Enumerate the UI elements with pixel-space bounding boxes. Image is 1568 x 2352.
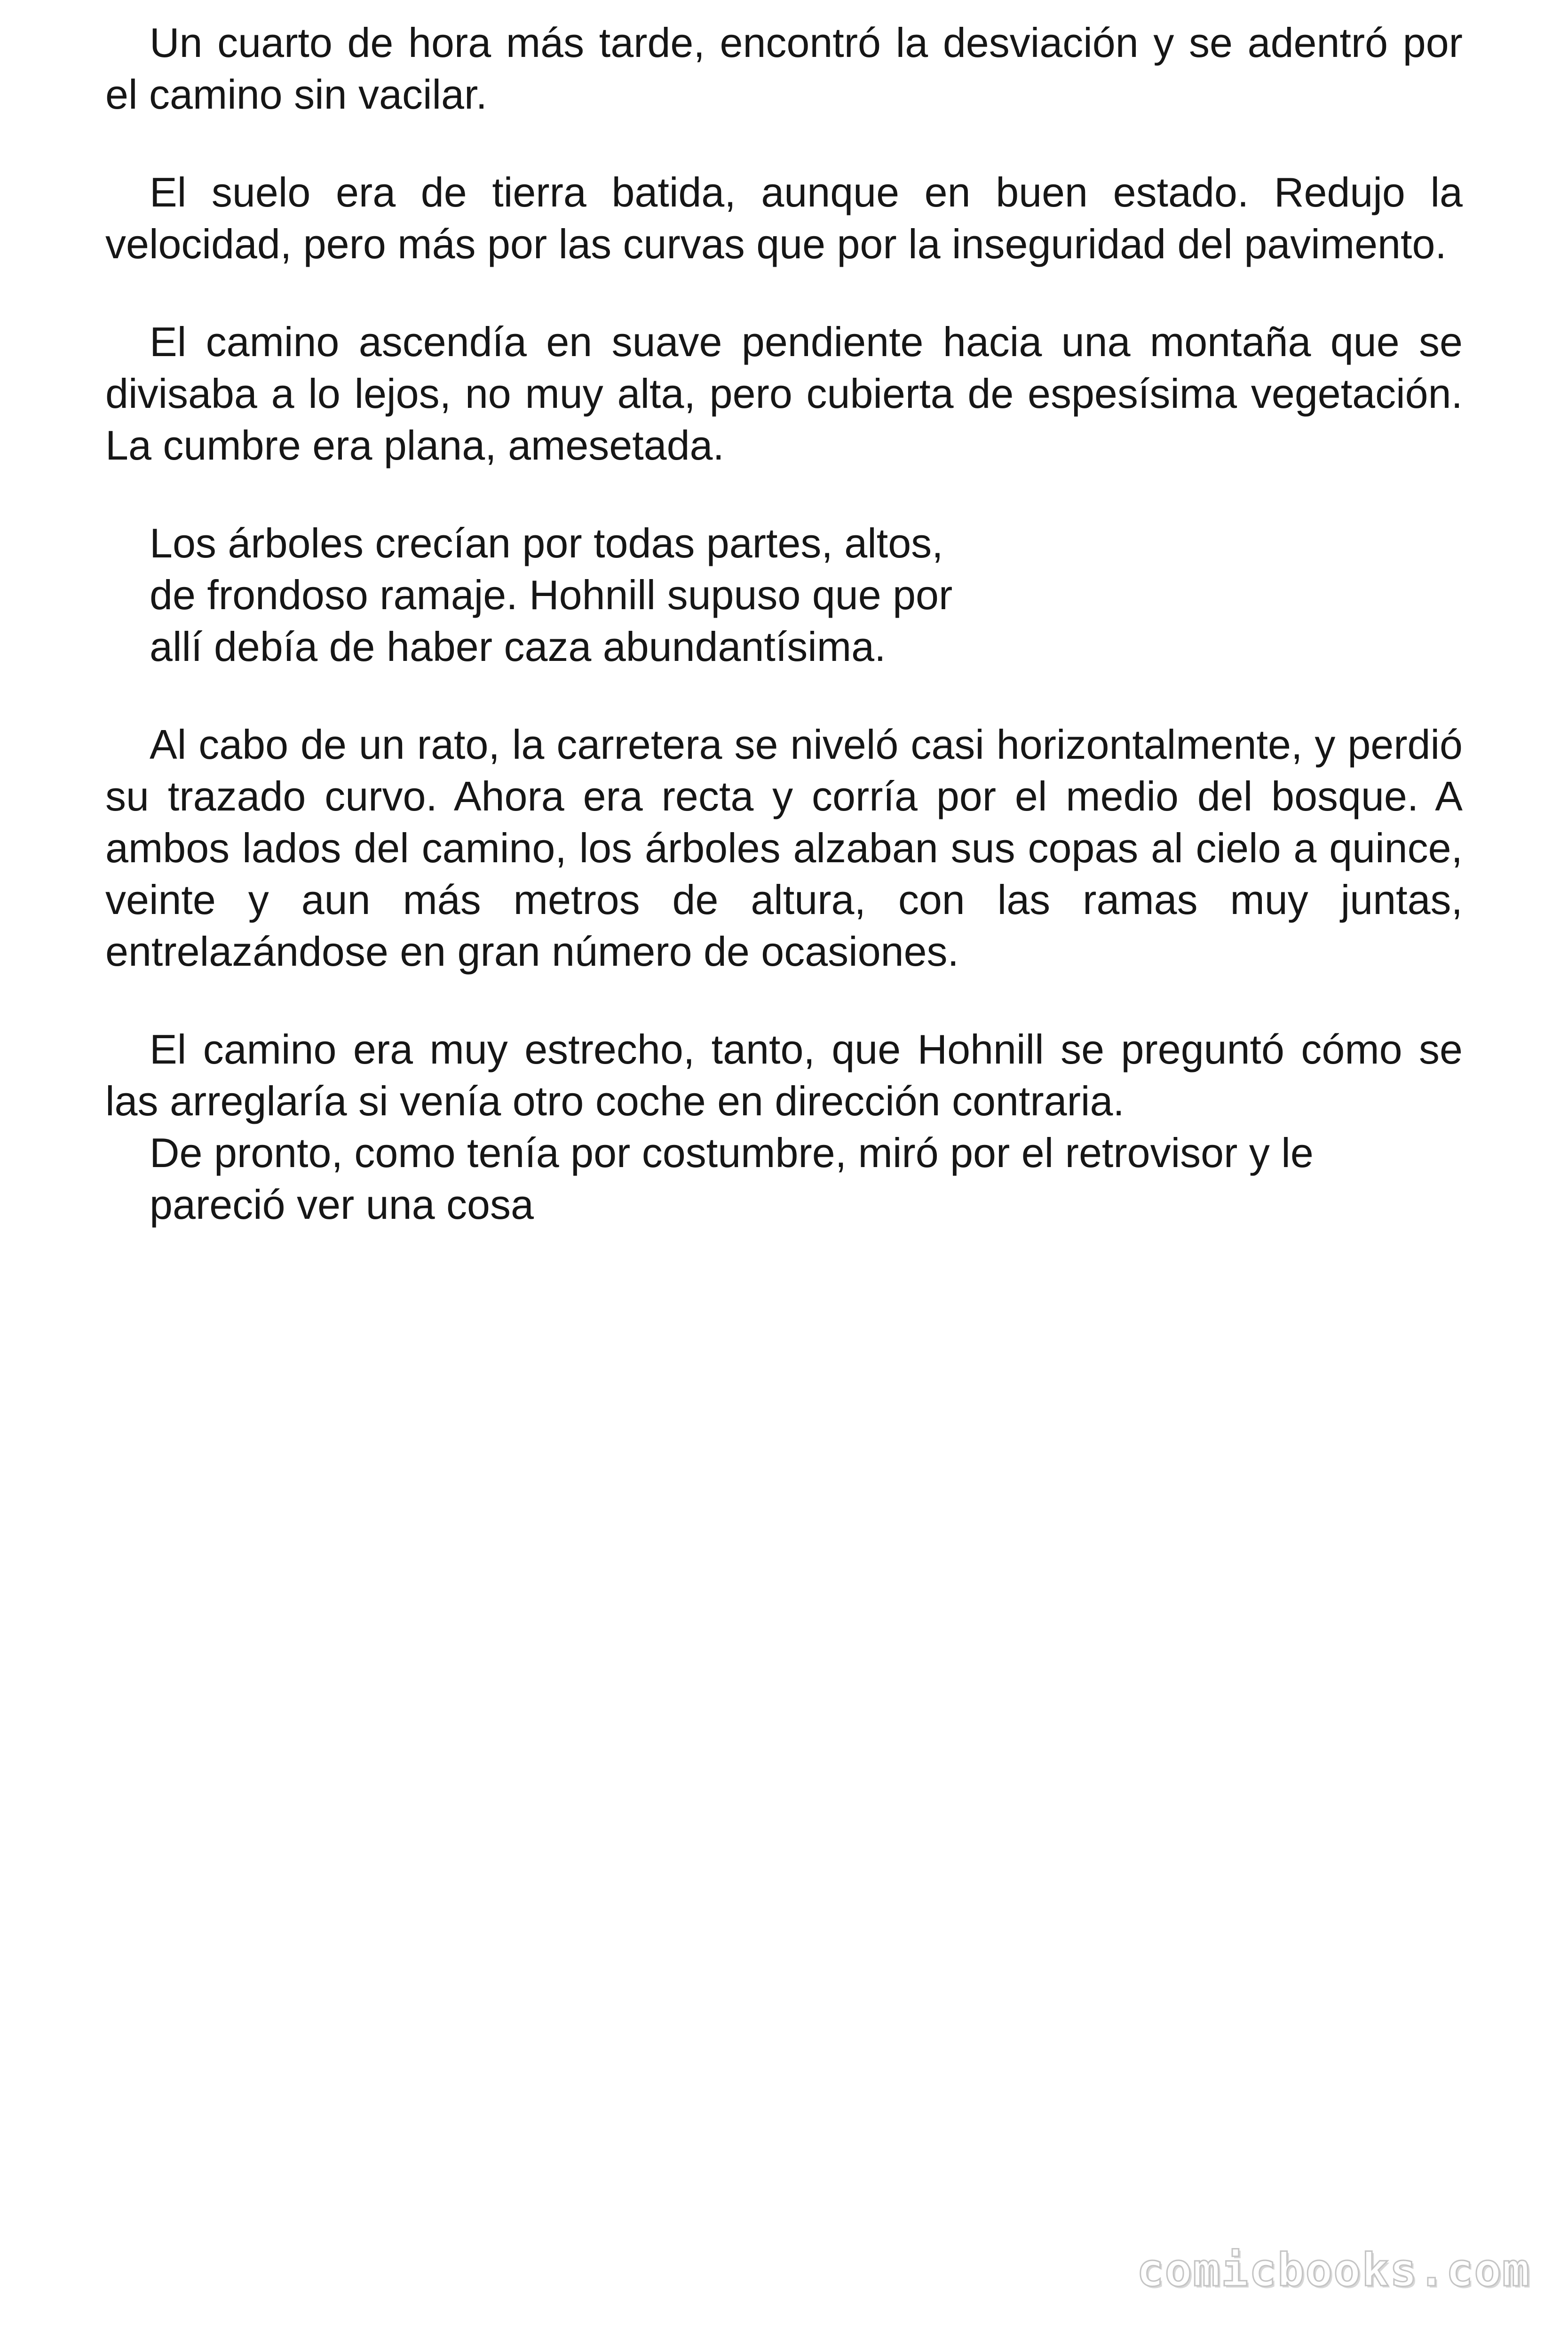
paragraph-5: Al cabo de un rato, la carretera se niveló casi horizontalmente, y perdió su trazado curvo. Ahora era recta y corría por el medio del bosque. A ambos lados del camino, los árboles alzaban sus copas al cielo a quince, veinte y aun más metros de altura, con las ramas muy juntas, entrelazándose en gran número de ocasiones. <box>105 721 1463 975</box>
paragraph-4-line-3: allí debía de haber caza abundantísima. <box>150 623 886 670</box>
paragraph-1: Un cuarto de hora más tarde, encontró la desviación y se adentró por el camino sin vacilar. <box>105 19 1463 118</box>
paragraph-7: De pronto, como tenía por costumbre, miró por el retrovisor y le <box>150 1129 1314 1176</box>
paragraph-4 <box>150 517 1034 673</box>
body-text <box>105 17 1463 1277</box>
paragraph-4-line-2: de frondoso ramaje. Hohnill supuso que por <box>150 572 953 618</box>
watermark-logo: comicbooks.com <box>1136 2244 1530 2296</box>
paragraph-2: El suelo era de tierra batida, aunque en buen estado. Redujo la velocidad, pero más por las curvas que por la inseguridad del pavimento. <box>105 169 1463 267</box>
paragraph-3: El camino ascendía en suave pendiente hacia una montaña que se divisaba a lo lejos, no muy alta, pero cubierta de espesísima vegetación. La cumbre era plana, amesetada. <box>105 318 1463 469</box>
paragraph-8: pareció ver una cosa <box>150 1181 534 1228</box>
paragraph-6: El camino era muy estrecho, tanto, que Hohnill se preguntó cómo se las arreglaría si venía otro coche en dirección contraria. <box>105 1026 1463 1124</box>
paragraph-4-line-1: Los árboles crecían por todas partes, altos, <box>150 520 943 566</box>
